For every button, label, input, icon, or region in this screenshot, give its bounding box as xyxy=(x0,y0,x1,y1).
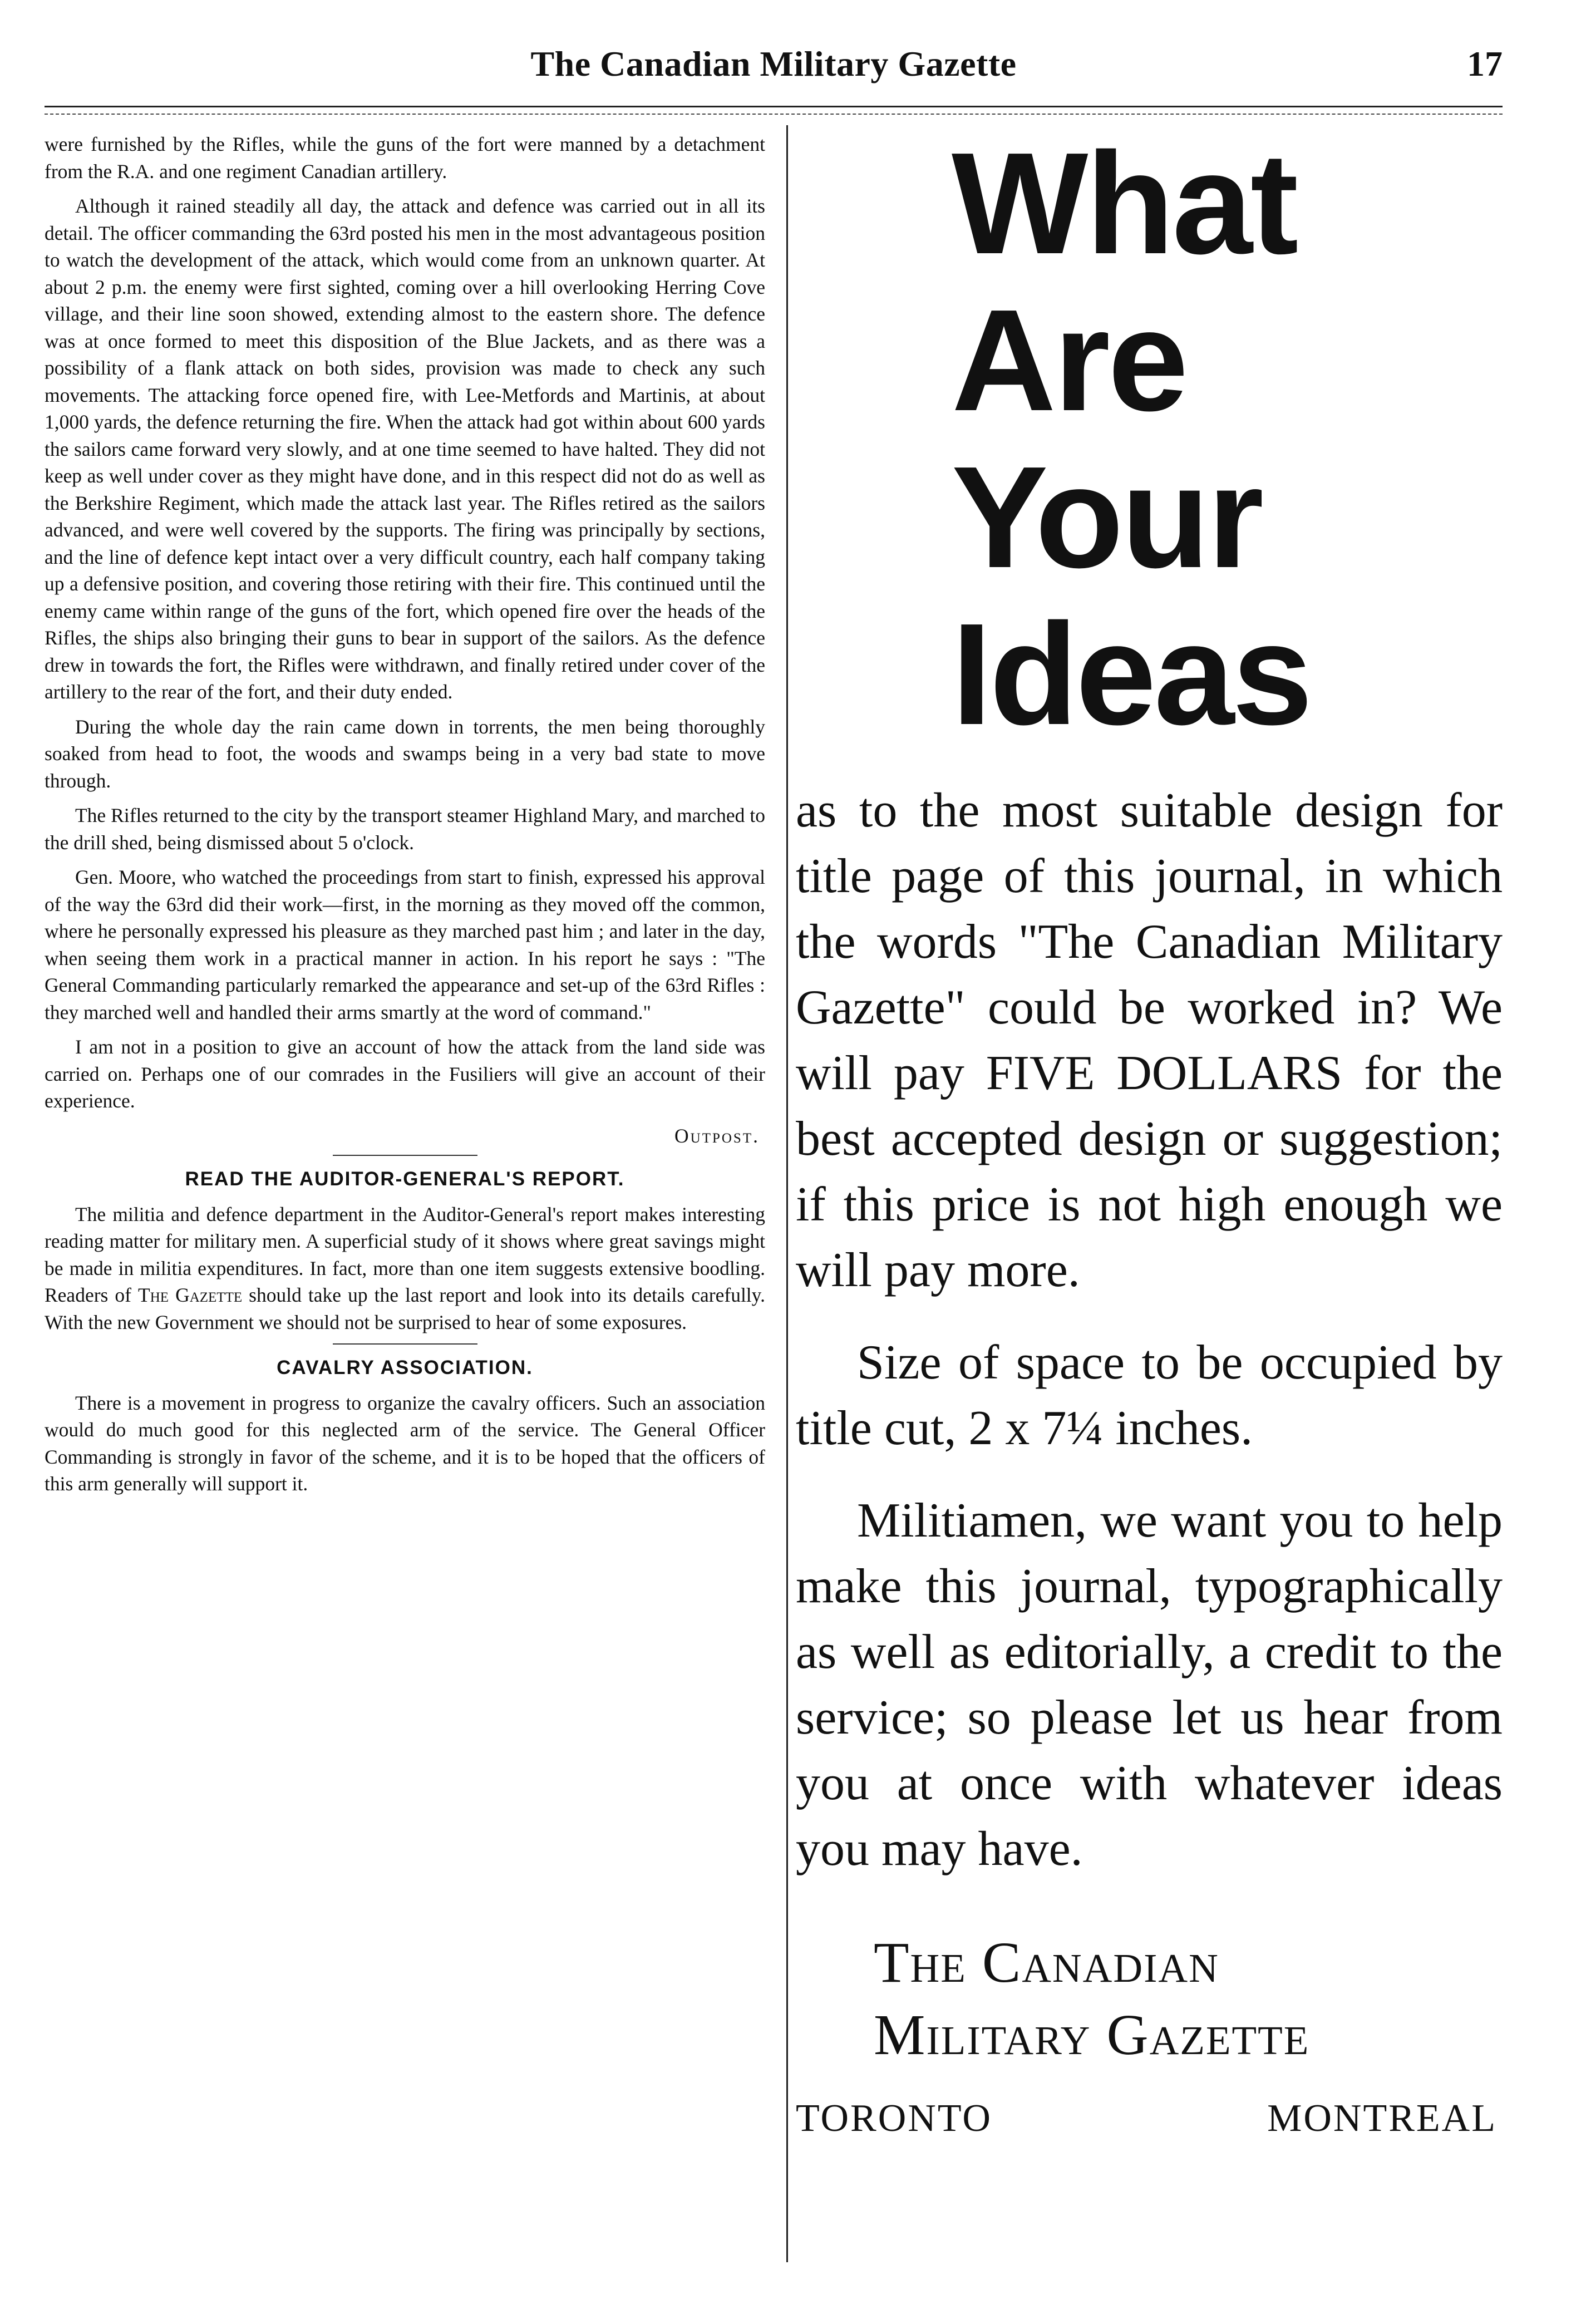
header-rule xyxy=(45,106,1503,107)
section-heading-cavalry: CAVALRY ASSOCIATION. xyxy=(277,1357,533,1378)
publisher-line: The Canadian xyxy=(874,1931,1219,1995)
city-montreal: MONTREAL xyxy=(1267,2097,1497,2140)
publisher-name xyxy=(874,1927,1503,2071)
header-rule-dashed xyxy=(45,114,1503,115)
section-divider xyxy=(333,1155,477,1156)
headline-word: What xyxy=(952,123,1297,284)
auditor-text-b: should take up the last report and look into its details carefully. With the new Government we should not be surprised to hear of some exposures. xyxy=(45,1284,765,1333)
page-header xyxy=(45,43,1503,105)
headline-word: Ideas xyxy=(952,594,1311,755)
article-paragraph: I am not in a position to give an account of how the attack from the land side was carried on. Perhaps one of our comrades in the Fusiliers will give an account of their experience. xyxy=(45,1036,765,1112)
running-title: The Canadian Military Gazette xyxy=(530,44,1017,83)
publisher-cities xyxy=(796,2096,1503,2146)
section-heading-auditor: READ THE AUDITOR-GENERAL'S REPORT. xyxy=(185,1168,625,1190)
ad-paragraph-offer: as to the most suitable design for title page of this journal, in which the words "The Canadian Military Gazette" could be worked in? We will pay FIVE DOLLARS for the best accepted design or suggestion; if this price is not high enough we will pay more. xyxy=(796,784,1503,1297)
article-paragraph: Although it rained steadily all day, the attack and defence was carried out in all its detail. The officer commanding the 63rd posted his men in the most advantageous position to watch the development of the attack, which would come from an unknown quarter. At about 2 p.m. the enemy were first sighted, coming over a hill overlooking Herring Cove village, and their line soon showed, extending almost to the eastern shore. The defence was at once formed to meet this disposition of the Blue Jackets, and as there was a possibility of a flank attack on both sides, provision was made to check any such movements. The attacking force opened fire, with Lee-Metfords and Martinis, at about 1,000 yards, the defence returning the fire. When the attack had got within about 600 yards the sailors came forward very slowly, and at one time seemed to have halted. They did not keep as well under cover as they might have done, and in this respect did not do as well as the Berkshire Regiment, which made the attack last year. The Rifles retired as the sailors advanced, and were well covered by the supports. The firing was principally by sections, and the line of defence kept intact over a very difficult country, each half company taking up a defensive position, and covering those retiring with their fire. This continued until the enemy came within range of the guns of the fort, which opened fire over the heads of the Rifles, the ships also bringing their guns to bear in support of the sailors. As the defence drew in towards the fort, the Rifles were withdrawn, and finally retired under cover of the artillery to the rear of the fort, and their duty ended. xyxy=(45,195,765,703)
publisher-line: Military Gazette xyxy=(874,2003,1310,2067)
ad-paragraph-size: Size of space to be occupied by title cut, 2 x 7¼ inches. xyxy=(796,1336,1503,1455)
advertisement xyxy=(796,125,1503,2146)
article-paragraph: Gen. Moore, who watched the proceedings from start to finish, expressed his approval of the way the 63rd did their work—first, in the morning as they moved off the common, where he personally expressed his pleasure as they marched past him ; and later in the day, when seeing them work in a practical manner in action. In his report he says : "The General Commanding particularly remarked the appearance and set-up of the 63rd Rifles : they marched well and handled their arms smartly at the word of command." xyxy=(45,866,765,1023)
auditor-text-a: The militia and defence department in the Auditor-General's report makes interesting reading matter for military men. A superficial study of it shows where great savings might be made in militia expenditures. In fact, more than one item suggests extensive boodling. Readers of xyxy=(45,1203,765,1306)
page-number: 17 xyxy=(1467,44,1503,83)
headline-word: Are xyxy=(952,280,1186,441)
article-column xyxy=(45,131,765,1505)
article-paragraph: The Rifles returned to the city by the transport steamer Highland Mary, and marched to the drill shed, being dismissed about 5 o'clock. xyxy=(45,804,765,854)
auditor-paragraph xyxy=(45,1201,765,1336)
article-paragraph: During the whole day the rain came down in torrents, the men being thoroughly soaked from head to foot, the woods and swamps being in a very bad state to move through. xyxy=(45,715,765,792)
author-signature: Outpost. xyxy=(674,1124,760,1147)
section-divider xyxy=(333,1343,477,1345)
city-toronto: TORONTO xyxy=(796,2097,992,2140)
headline-word: Your xyxy=(952,437,1262,598)
ad-paragraph-appeal: Militiamen, we want you to help make this journal, typographically as well as editorially, a credit to the service; so please let us hear from you at once with whatever ideas you may have. xyxy=(796,1494,1503,1876)
column-divider xyxy=(786,125,788,2262)
article-paragraph: were furnished by the Rifles, while the guns of the fort were manned by a detachment from the R.A. and one regiment Canadian artillery. xyxy=(45,133,765,183)
cavalry-paragraph: There is a movement in progress to organize the cavalry officers. Such an association would do much good for this neglected arm of the service. The General Officer Commanding is strongly in favor of the scheme, and it is to be hoped that the officers of this arm generally will support it. xyxy=(45,1391,765,1495)
gazette-name: The Gazette xyxy=(138,1284,243,1306)
